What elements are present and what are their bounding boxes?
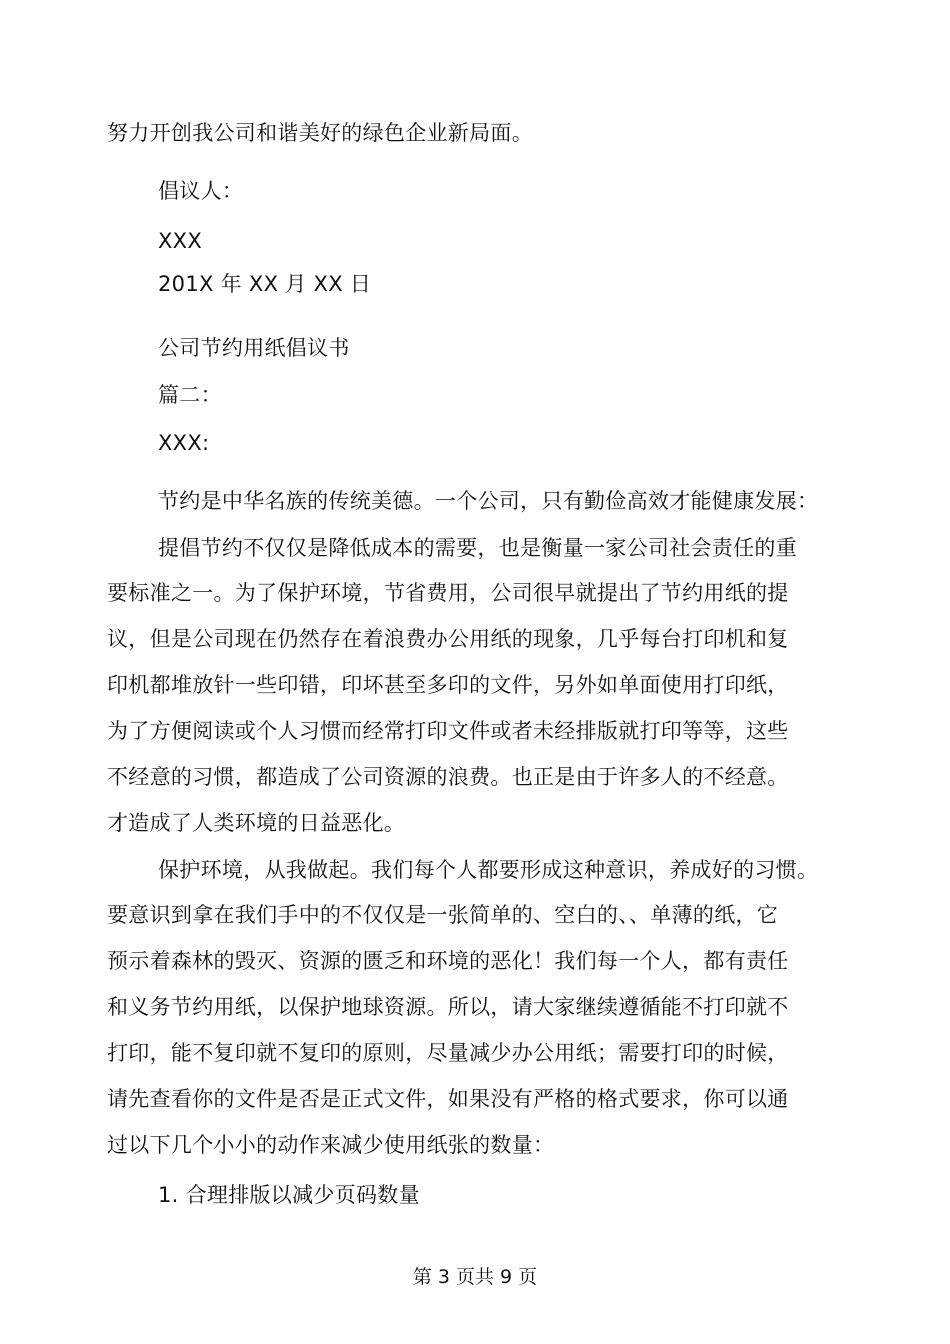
list-item: 1. 合理排版以减少页码数量 — [158, 1183, 420, 1207]
paragraph-line: 保护环境，从我做起。我们每个人都要形成这种意识，养成好的习惯。 — [158, 858, 819, 882]
proposer-label: 倡议人： — [158, 179, 244, 203]
page-number: 第 3 页共 9 页 — [412, 1266, 538, 1288]
paragraph-line: 才造成了人类环境的日益恶化。 — [107, 811, 406, 835]
paragraph-line: 为了方便阅读或个人习惯而经常打印文件或者未经排版就打印等等，这些 — [107, 719, 789, 743]
paragraph-line: 请先查看你的文件是否是正式文件，如果没有严格的格式要求，你可以通 — [107, 1087, 789, 1111]
salutation: XXX: — [158, 431, 210, 455]
document-title: 公司节约用纸倡议书 — [158, 336, 350, 360]
paragraph-line: 要意识到拿在我们手中的不仅仅是一张简单的、空白的、、单薄的纸，它 — [107, 903, 779, 927]
paragraph-line: 过以下几个小小的动作来减少使用纸张的数量： — [107, 1133, 555, 1157]
date-line: 201X 年 XX 月 XX 日 — [158, 272, 372, 296]
paragraph-line: 提倡节约不仅仅是降低成本的需要，也是衡量一家公司社会责任的重 — [158, 536, 797, 560]
section-heading: 篇二： — [158, 383, 222, 407]
paragraph-line: 和义务节约用纸，以保护地球资源。所以，请大家继续遵循能不打印就不 — [107, 995, 789, 1019]
paragraph-line: 要标准之一。为了保护环境，节省费用，公司很早就提出了节约用纸的提 — [107, 581, 789, 605]
paragraph-line: 印机都堆放针一些印错，印坏甚至多印的文件，另外如单面使用打印纸， — [107, 673, 789, 697]
paragraph-line: 节约是中华名族的传统美德。一个公司，只有勤俭高效才能健康发展： — [158, 489, 819, 513]
closing-line: 努力开创我公司和谐美好的绿色企业新局面。 — [107, 121, 533, 145]
paragraph-line: 不经意的习惯，都造成了公司资源的浪费。也正是由于许多人的不经意。 — [107, 765, 789, 789]
paragraph-line: 议，但是公司现在仍然存在着浪费办公用纸的现象，几乎每台打印机和复 — [107, 627, 789, 651]
paragraph-line: 打印，能不复印就不复印的原则，尽量减少办公用纸；需要打印的时候， — [107, 1041, 789, 1065]
proposer-name: XXX — [158, 229, 203, 253]
paragraph-line: 预示着森林的毁灭、资源的匮乏和环境的恶化！我们每一个人，都有责任 — [107, 949, 789, 973]
